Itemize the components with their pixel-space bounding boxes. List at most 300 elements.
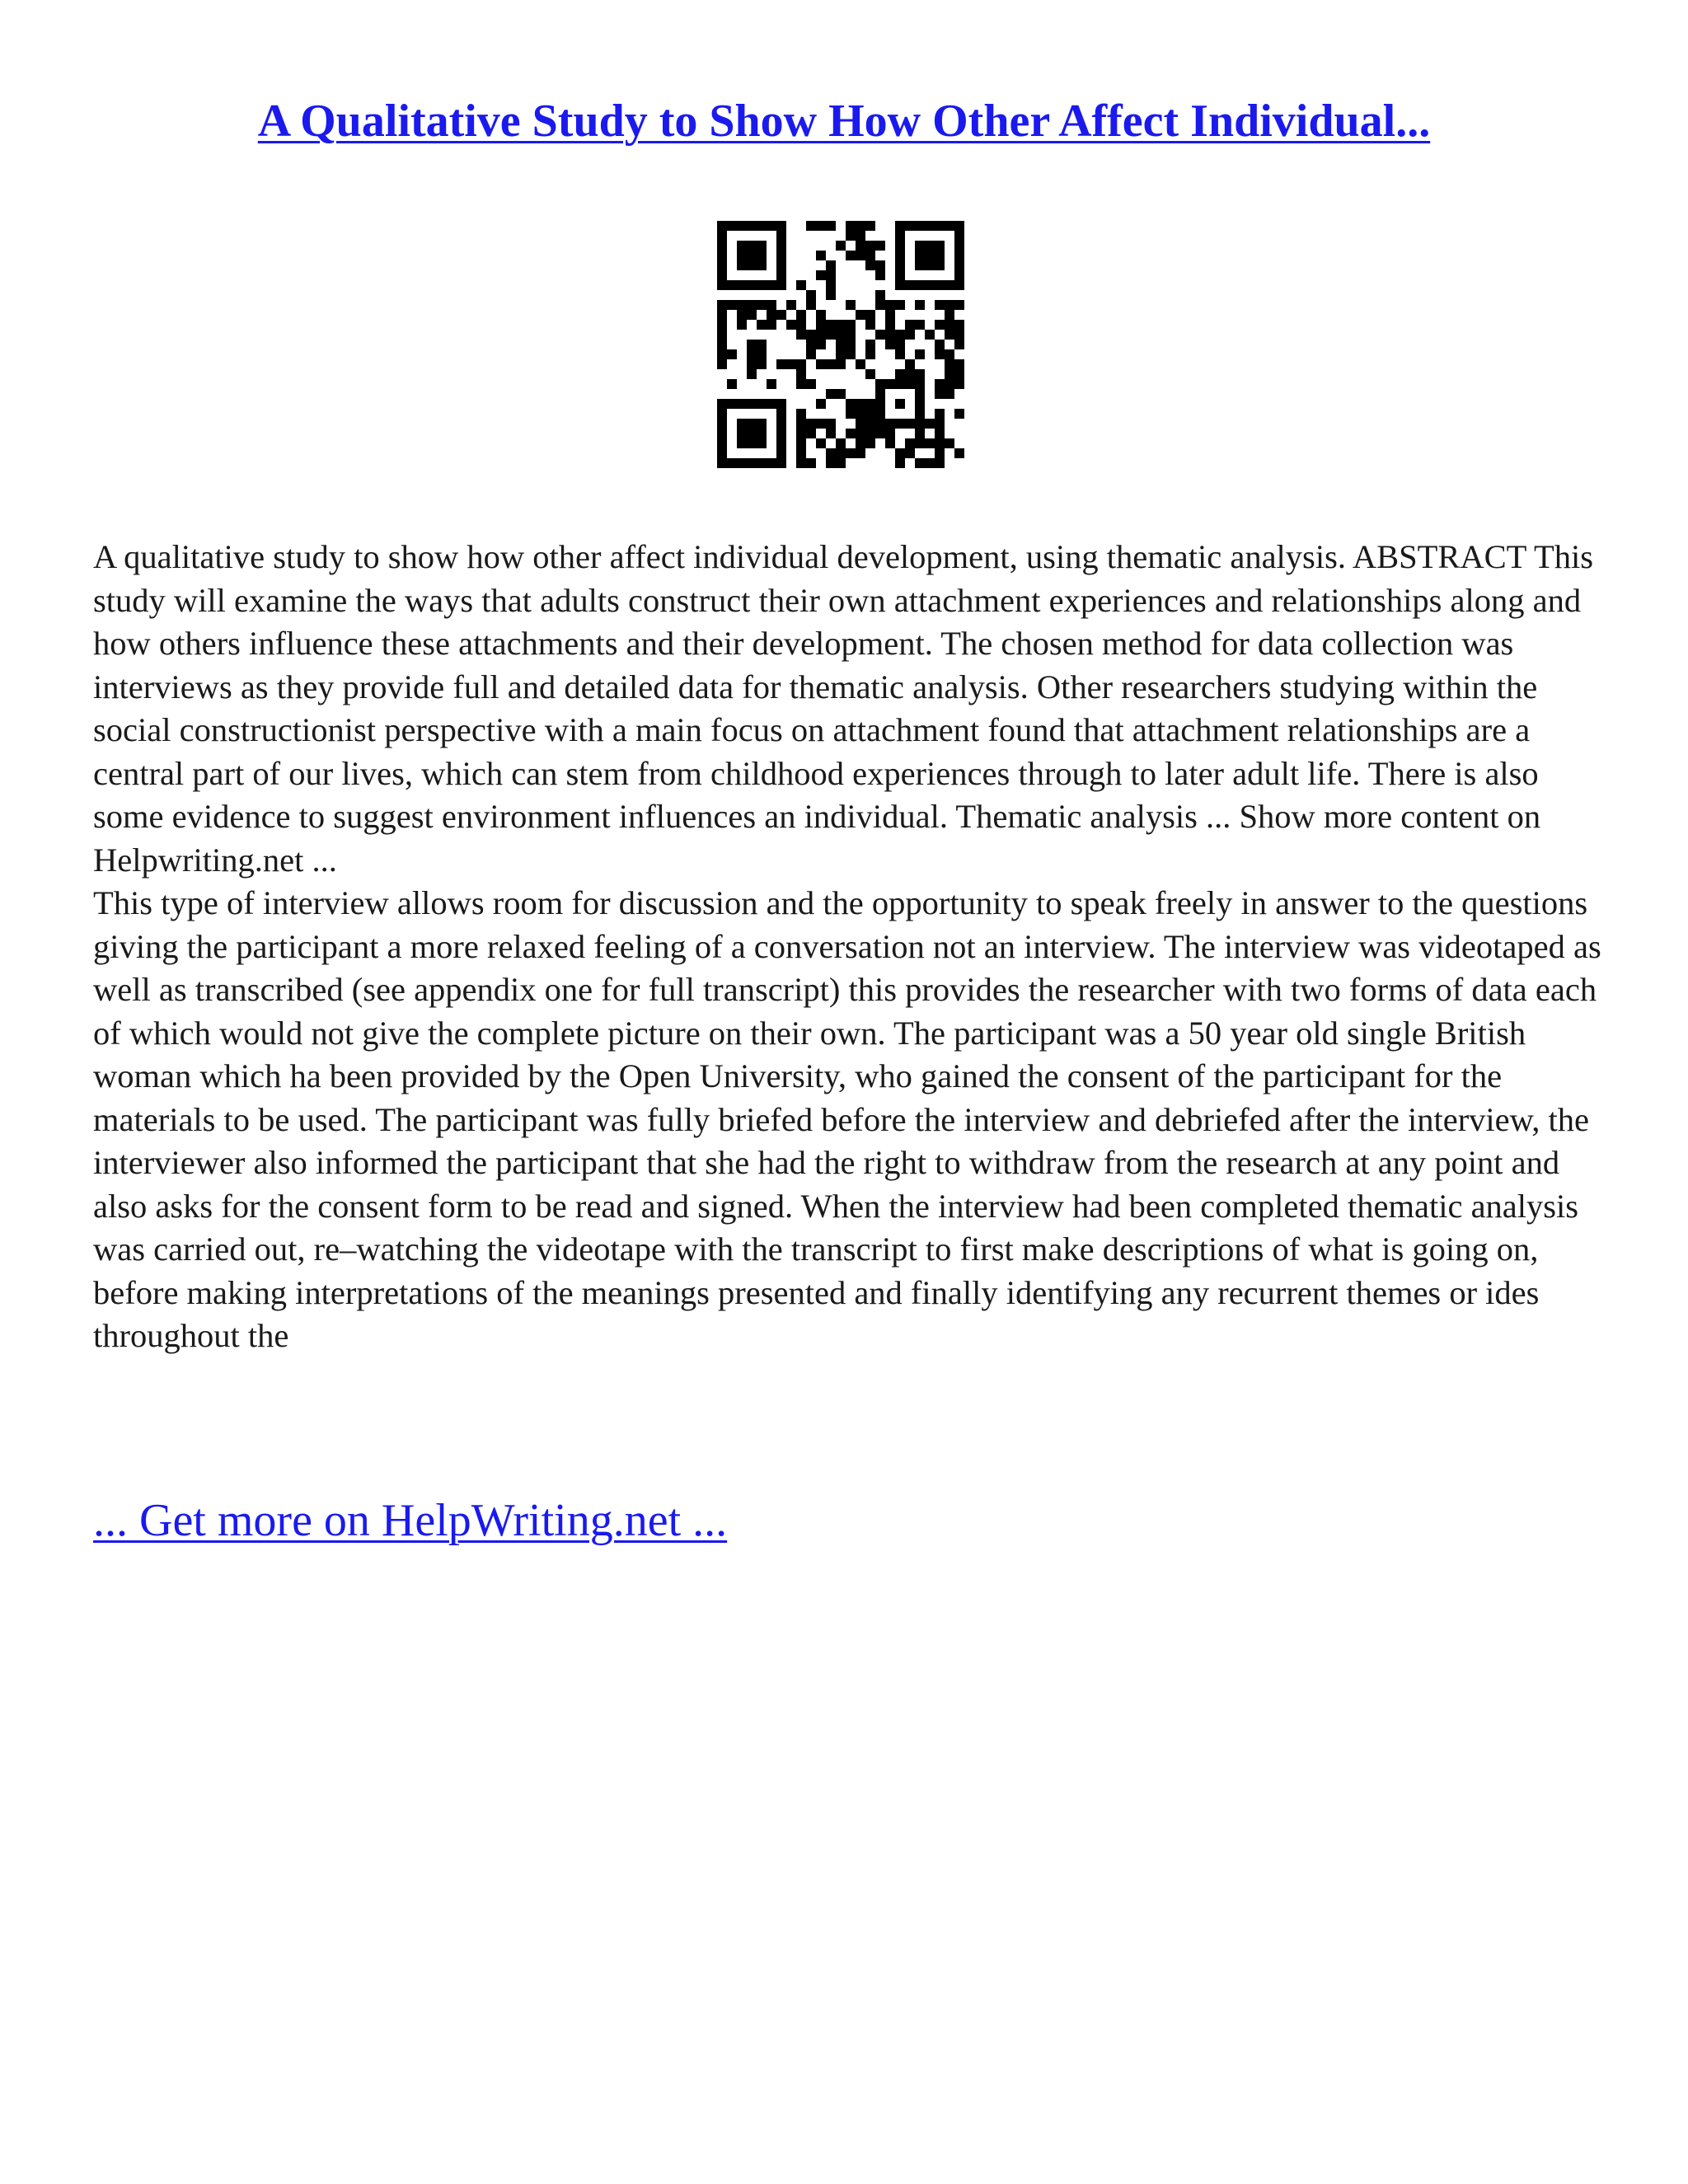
paragraph-method: This type of interview allows room for discussion and the opportunity to speak freely in answer to the questions giving the participant a more relaxed feeling of a conversation not an interview. The interview was videotaped as well as transcribed (see appendix one for full transcript) this provides the researcher with two forms of data each of which would not give the complete picture on their own. The participant was a 50 year old single British woman which ha been provided by the Open University, who gained the consent of the participant for the materials to be used. The participant was fully briefed before the interview and debriefed after the interview, the interviewer also informed the participant that she had the right to withdraw from the research at any point and also asks for the consent form to be read and signed. When the interview had been completed thematic analysis was carried out, re–watching the videotape with the transcript to first make descriptions of what is going on, before making interpretations of the meanings presented and finally identifying any recurrent themes or ides throughout the [93,884,1601,1354]
qr-module [865,349,875,359]
qr-module [856,399,865,409]
qr-module [816,359,826,369]
qr-module [776,399,786,409]
qr-module [846,231,856,241]
qr-module [905,320,915,330]
qr-module [875,290,885,300]
qr-module [954,330,964,340]
qr-module [895,221,905,231]
qr-module [954,409,964,419]
qr-module [757,419,767,429]
qr-module [905,369,915,379]
qr-module [717,241,727,251]
qr-module [954,270,964,280]
qr-module [717,280,727,290]
qr-module [747,429,757,438]
qr-module [737,458,747,468]
qr-module [954,320,964,330]
qr-module [856,231,865,241]
qr-module [875,409,885,419]
qr-module [865,429,875,438]
qr-module [846,300,856,310]
qr-module [885,310,895,320]
qr-module [846,251,856,260]
qr-module [885,320,895,330]
qr-module [826,330,836,340]
qr-module [717,340,727,349]
qr-module [856,359,865,369]
qr-module [895,260,905,270]
qr-module [945,310,954,320]
qr-module [806,349,816,359]
qr-module [747,260,757,270]
article-body [93,536,1601,1358]
qr-module [885,340,895,349]
qr-module [865,340,875,349]
qr-module [915,409,925,419]
qr-module [846,399,856,409]
qr-module [945,389,954,399]
qr-module [915,458,925,468]
qr-module [895,419,905,429]
qr-module [895,241,905,251]
qr-module [954,221,964,231]
qr-module [776,231,786,241]
qr-module [717,429,727,438]
qr-module [846,349,856,359]
qr-module [915,251,925,260]
qr-module [796,359,806,369]
qr-module [925,260,935,270]
qr-module [905,359,915,369]
qr-module [747,280,757,290]
qr-module [935,340,945,349]
qr-module [856,221,865,231]
qr-module [915,349,925,359]
qr-module [865,369,875,379]
qr-module [895,270,905,280]
qr-module [915,260,925,270]
qr-module [816,419,826,429]
qr-module [885,419,895,429]
qr-code-icon [717,221,964,468]
qr-module [737,241,747,251]
qr-module [895,349,905,359]
qr-module [954,300,964,310]
qr-module [895,340,905,349]
qr-module [836,438,846,448]
qr-module [717,270,727,280]
qr-module [757,359,767,369]
qr-module [747,340,757,349]
qr-module [925,419,935,429]
qr-module [767,458,776,468]
qr-module [796,409,806,419]
qr-module [895,251,905,260]
qr-module [796,448,806,458]
qr-module [776,458,786,468]
qr-module [915,369,925,379]
qr-module [935,458,945,468]
qr-module [935,379,945,389]
qr-module [905,379,915,389]
qr-module [935,241,945,251]
qr-module [875,419,885,429]
qr-module [747,359,757,369]
qr-module [757,438,767,448]
qr-module [826,389,836,399]
qr-module [717,251,727,260]
qr-module [717,330,727,340]
qr-module [905,438,915,448]
qr-module [954,231,964,241]
qr-module [915,389,925,399]
qr-module [856,429,865,438]
qr-module [915,429,925,438]
qr-module [826,419,836,429]
qr-module [954,241,964,251]
qr-module [816,270,826,280]
qr-module [836,241,846,251]
qr-module [826,260,836,270]
qr-module [806,419,816,429]
qr-module [796,429,806,438]
qr-module [875,241,885,251]
qr-module [776,260,786,270]
qr-module [856,251,865,260]
qr-module [757,458,767,468]
qr-module [737,438,747,448]
qr-module [776,409,786,419]
qr-module [757,221,767,231]
qr-module [865,260,875,270]
qr-module [796,330,806,340]
qr-module [836,389,846,399]
qr-module [846,330,856,340]
qr-module [915,438,925,448]
qr-module [836,448,846,458]
qr-module [856,241,865,251]
qr-module [954,280,964,290]
qr-module [945,320,954,330]
qr-module [757,300,767,310]
qr-module [747,399,757,409]
qr-module [776,241,786,251]
qr-module [885,429,895,438]
qr-module [954,251,964,260]
qr-module [945,300,954,310]
qr-module [737,251,747,260]
qr-module [717,231,727,241]
qr-module [865,409,875,419]
qr-module [806,379,816,389]
qr-module [865,241,875,251]
qr-module [806,429,816,438]
qr-module [846,429,856,438]
qr-module [935,419,945,429]
qr-module [885,300,895,310]
qr-module [895,448,905,458]
qr-module [915,280,925,290]
qr-module [826,458,836,468]
qr-module [776,419,786,429]
qr-module [836,330,846,340]
qr-module [776,270,786,280]
qr-module [925,251,935,260]
qr-module [925,241,935,251]
qr-module [915,379,925,389]
qr-module [786,320,796,330]
qr-module [717,448,727,458]
qr-module [826,280,836,290]
qr-module [895,300,905,310]
qr-module [865,419,875,429]
qr-module [856,409,865,419]
qr-module [895,379,905,389]
qr-module [717,260,727,270]
qr-module [767,221,776,231]
qr-module [727,221,737,231]
qr-module [747,300,757,310]
qr-module [796,280,806,290]
qr-module [925,221,935,231]
qr-module [895,369,905,379]
qr-module [776,359,786,369]
qr-module [846,340,856,349]
qr-module [796,458,806,468]
qr-module [737,310,747,320]
qr-module [905,330,915,340]
qr-module [856,419,865,429]
qr-module [727,379,737,389]
qr-module [757,280,767,290]
qr-module [717,349,727,359]
qr-module [895,399,905,409]
qr-module [954,379,964,389]
qr-module [895,330,905,340]
qr-module [776,280,786,290]
qr-module [796,438,806,448]
qr-module [905,419,915,429]
qr-module [796,419,806,429]
qr-module [717,438,727,448]
qr-module [747,251,757,260]
qr-module [875,300,885,310]
qr-module [846,448,856,458]
qr-module [727,458,737,468]
qr-module [737,429,747,438]
qr-module [816,221,826,231]
qr-module [737,419,747,429]
qr-module [816,320,826,330]
qr-module [737,399,747,409]
qr-module [935,280,945,290]
qr-module [875,379,885,389]
qr-module [865,320,875,330]
qr-module [865,399,875,409]
qr-module [865,438,875,448]
qr-module [905,221,915,231]
qr-module [717,419,727,429]
qr-module [776,429,786,438]
qr-module [826,429,836,438]
qr-module [816,438,826,448]
qr-module [945,379,954,389]
qr-module [865,310,875,320]
qr-module [727,300,737,310]
qr-module [945,330,954,340]
qr-module [806,330,816,340]
qr-module [935,251,945,260]
qr-module [717,221,727,231]
qr-module [737,221,747,231]
qr-module [816,310,826,320]
qr-module [776,438,786,448]
qr-module [816,330,826,340]
qr-module [875,260,885,270]
qr-module [836,359,846,369]
qr-module [727,280,737,290]
qr-module [747,241,757,251]
qr-module [826,270,836,280]
get-more-link[interactable]: ... Get more on HelpWriting.net ... [93,1495,728,1546]
qr-module [786,300,796,310]
qr-module [757,340,767,349]
qr-module [925,438,935,448]
qr-module [796,310,806,320]
qr-module [915,221,925,231]
qr-module [757,260,767,270]
qr-module [806,340,816,349]
qr-module [915,419,925,429]
qr-module [826,290,836,300]
qr-module [954,448,964,458]
qr-module [737,320,747,330]
qr-module [935,320,945,330]
qr-module [846,409,856,419]
qr-module [935,389,945,399]
qr-module [826,359,836,369]
qr-module [915,300,925,310]
qr-module [945,280,954,290]
qr-module [885,330,895,340]
qr-module [885,379,895,389]
qr-module [776,310,786,320]
qr-module [895,458,905,468]
qr-module [747,369,757,379]
qr-module [757,241,767,251]
page-title[interactable]: A Qualitative Study to Show How Other Affect Individual... [257,96,1431,147]
qr-module [737,300,747,310]
qr-module [757,429,767,438]
qr-module [856,438,865,448]
qr-module [747,221,757,231]
qr-module [945,369,954,379]
qr-module [776,251,786,260]
qr-module [717,399,727,409]
qr-module [846,320,856,330]
qr-module [747,349,757,359]
qr-module [954,369,964,379]
qr-module [875,330,885,340]
qr-module [826,320,836,330]
qr-module [727,399,737,409]
qr-module [935,349,945,359]
qr-module [727,349,737,359]
qr-module [836,320,846,330]
qr-module [767,320,776,330]
qr-module [796,320,806,330]
qr-module [935,438,945,448]
qr-module [954,359,964,369]
qr-module [935,448,945,458]
qr-module [826,448,836,458]
qr-module [856,310,865,320]
qr-module [776,448,786,458]
qr-module [954,260,964,270]
qr-module [816,399,826,409]
qr-module [767,379,776,389]
qr-module [767,300,776,310]
qr-module [875,270,885,280]
qr-module [747,438,757,448]
qr-module [945,221,954,231]
qr-module [935,429,945,438]
qr-module [954,340,964,349]
qr-module [747,310,757,320]
qr-module [767,310,776,320]
qr-module [915,241,925,251]
qr-module [945,438,954,448]
qr-module [806,300,816,310]
qr-module [786,359,796,369]
qr-module [816,340,826,349]
qr-module [747,458,757,468]
qr-module [796,369,806,379]
qr-module [737,280,747,290]
qr-module [935,300,945,310]
qr-module [717,310,727,320]
qr-module [905,448,915,458]
qr-module [945,349,954,359]
qr-module [915,320,925,330]
qr-module [945,359,954,369]
qr-module [836,458,846,468]
qr-module [925,458,935,468]
qr-module [925,330,935,340]
qr-module [717,458,727,468]
qr-module [717,409,727,419]
qr-module [737,260,747,270]
qr-code-graphic [717,221,964,468]
qr-module [806,221,816,231]
qr-module [856,448,865,458]
qr-module [836,340,846,349]
qr-module [846,221,856,231]
qr-module [717,359,727,369]
qr-module [757,399,767,409]
qr-module [885,438,895,448]
qr-module [935,221,945,231]
qr-module [826,221,836,231]
qr-module [776,221,786,231]
qr-module [865,251,875,260]
qr-module [895,280,905,290]
qr-module [875,399,885,409]
qr-module [717,320,727,330]
qr-module [757,320,767,330]
qr-module [757,349,767,359]
